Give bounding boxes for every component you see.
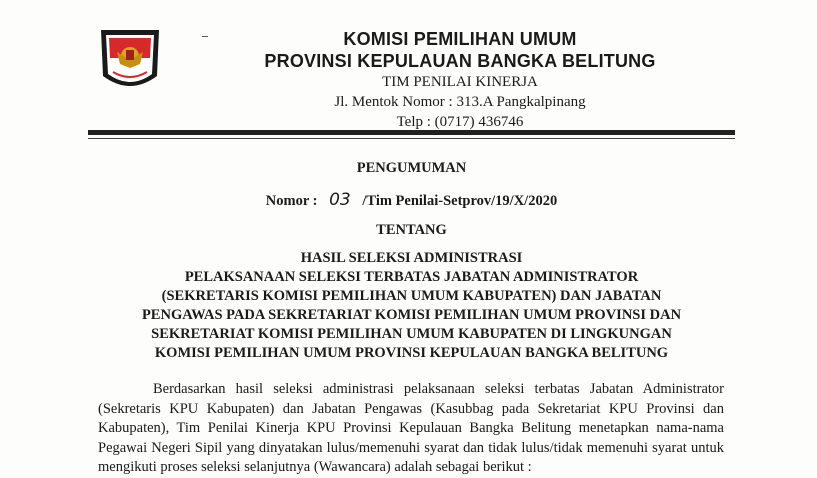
subject-line: KOMISI PEMILIHAN UMUM PROVINSI KEPULAUAN BANGKA BELITUNG xyxy=(154,345,669,361)
document-number xyxy=(88,190,735,210)
announcement-title: PENGUMUMAN xyxy=(356,160,467,176)
kpu-logo-icon xyxy=(93,24,167,98)
org-name-line2: PROVINSI KEPULAUAN BANGKA BELITUNG xyxy=(264,51,656,71)
address: Jl. Mentok Nomor : 313.A Pangkalpinang xyxy=(334,94,586,110)
subject-line: PELAKSANAAN SELEKSI TERBATAS JABATAN ADMINISTRATOR xyxy=(184,269,639,285)
unit-name: TIM PENILAI KINERJA xyxy=(382,74,538,90)
subject-line: SEKRETARIAT KOMISI PEMILIHAN UMUM KABUPATEN DI LINGKUNGAN xyxy=(151,326,672,342)
letterhead xyxy=(200,28,720,132)
about-heading: TENTANG xyxy=(376,222,447,238)
header-rule-thick xyxy=(88,130,735,135)
header-rule-thin xyxy=(88,138,735,139)
subject-line: (SEKRETARIS KOMISI PEMILIHAN UMUM KABUPATEN) DAN JABATAN xyxy=(161,288,662,304)
body-text xyxy=(98,380,724,478)
org-name-line1: KOMISI PEMILIHAN UMUM xyxy=(343,29,577,49)
number-suffix: /Tim Penilai-Setprov/19/X/2020 xyxy=(362,193,558,209)
phone: Telp : (0717) 436746 xyxy=(396,114,524,130)
body-paragraph: Berdasarkan hasil seleksi administrasi pelaksanaan seleksi terbatas Jabatan Administrator (Sekretaris KPU Kabupaten) dan Jabatan Pengawas (Kasubbag pada Sekretariat KPU Provinsi dan Kabupaten), Tim Penilai Kinerja KPU Provinsi Kepulauan Bangka Belitung menetapkan nama-nama Pegawai Negeri Sipil yang dinyatakan lulus/memenuhi syarat dan tidak lulus/tidak memenuhi syarat untuk mengikuti proses seleksi selanjutnya (Wawancara) adalah sebagai berikut : xyxy=(98,381,724,475)
number-value: 03 xyxy=(329,190,351,210)
subject-block xyxy=(88,249,735,363)
subject-line: PENGAWAS PADA SEKRETARIAT KOMISI PEMILIHAN UMUM PROVINSI DAN xyxy=(141,307,682,323)
subject-line: HASIL SELEKSI ADMINISTRASI xyxy=(300,250,523,266)
number-label: Nomor : xyxy=(265,193,318,209)
